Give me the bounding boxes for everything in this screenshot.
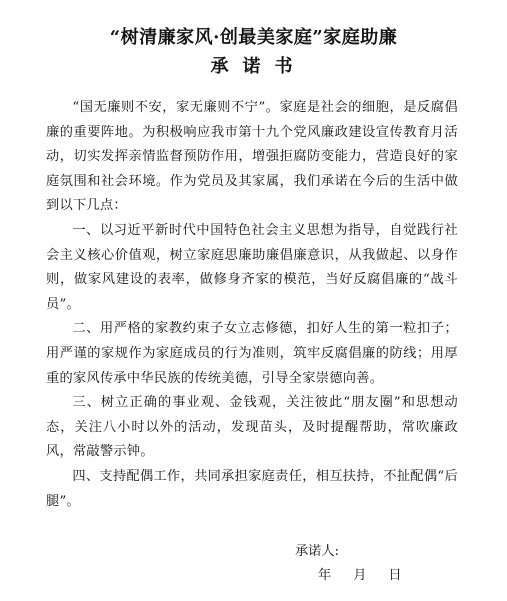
date-year-label: 年 [318,568,332,583]
date-line [318,566,402,586]
document-title: “树清廉家风·创最美家庭”家庭助廉 [109,27,398,48]
paragraph-item-3: 三、树立正确的事业观、金钱观，关注彼此“朋友圈”和思想动态，关注八小时以外的活动，发现苗头，及时提醒帮助，常吹廉政风，常敲警示钟。 [46,395,458,460]
date-day-label: 日 [388,568,402,583]
signer-label: 承诺人: [295,544,340,559]
date-month-label: 月 [353,568,367,583]
paragraph-item-4: 四、支持配偶工作，共同承担家庭责任，相互扶持，不扯配偶“后腿”。 [46,468,458,509]
paragraph-item-2: 二、用严格的家教约束子女立志修德，扣好人生的第一粒扣子；用严谨的家规作为家庭成员的行为准则，筑牢反腐倡廉的防线；用厚重的家风传承中华民族的传统美德，引导全家崇德向善。 [46,321,458,386]
paragraph-item-1: 一、以习近平新时代中国特色社会主义思想为指导，自觉践行社会主义核心价值观，树立家庭思廉助廉倡廉意识，从我做起、以身作则，做家风建设的表率，做修身齐家的模范，当好反腐倡廉的“战斗员”。 [46,222,458,312]
document-subtitle: 承诺书 [210,56,307,77]
document-body [46,96,458,514]
paragraph-intro: “国无廉则不安，家无廉则不宁”。家庭是社会的细胞，是反腐倡廉的重要阵地。为积极响应我市第十九个党风廉政建设宣传教育月活动，切实发挥亲情监督预防作用，增强拒腐防变能力，营造良好的家庭氛围和社会环境。作为党员及其家属，我们承诺在今后的生活中做到以下几点： [46,100,458,214]
